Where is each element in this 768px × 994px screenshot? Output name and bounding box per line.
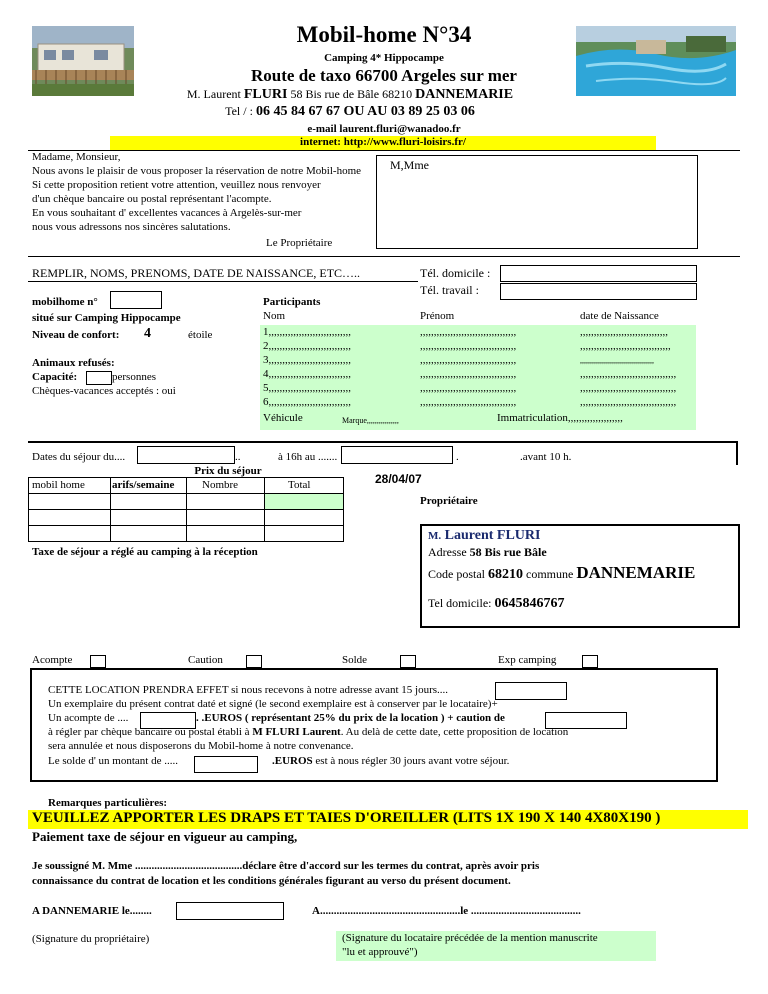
conditions-text-6b: .EUROS	[272, 755, 313, 767]
page-title: Mobil-home N°34	[296, 22, 472, 47]
adresse-value: 58 Bis rue Bâle	[469, 545, 547, 559]
sejour-top-rule	[28, 441, 738, 443]
participant-naissance-2[interactable]: ,,,,,,,,,,,,,,,,,,,,,,,,,,,,,,,,,	[580, 340, 671, 352]
letter-line: Nous avons le plaisir de vous proposer la réservation de notre Mobil-home	[32, 165, 362, 177]
taxe-notice: Paiement taxe de séjour en vigueur au camping,	[32, 829, 298, 844]
confort-value: 4	[144, 326, 151, 341]
signature-tenant-line-2: "lu et approuvé")	[342, 946, 418, 958]
proprietaire-tel	[428, 596, 564, 612]
letter-line: d'un chèque bancaire ou postal représentant l'acompte.	[32, 193, 272, 205]
confort-label: Niveau de confort:	[32, 329, 120, 341]
etoile-label: étoile	[188, 329, 213, 341]
col-nom: Nom	[263, 310, 285, 322]
conditions-text-4b: M FLURI Laurent	[252, 726, 341, 738]
dates-label: Dates du séjour du....	[32, 451, 126, 463]
tel-line	[0, 104, 700, 120]
solde-checkbox[interactable]	[400, 655, 416, 668]
draps-notice: VEUILLEZ APPORTER LES DRAPS ET TAIES D'OREILLER (LITS 1X 190 X 140 4X80X190 )	[32, 810, 661, 826]
taxe-sejour-note: Taxe de séjour a réglé au camping à la réception	[32, 546, 258, 558]
date-arrivee-field[interactable]	[137, 446, 235, 464]
proprietaire-name	[428, 528, 540, 544]
col-total: Total	[288, 479, 311, 491]
camping-name: Camping 4* Hippocampe	[324, 52, 444, 64]
avant-10h-label: .avant 10 h.	[520, 451, 572, 463]
participant-naissance-3[interactable]: ,,,,,,,,,,,,,,,,,,,,,,,,,,,,,,,,,,,,,	[580, 356, 654, 365]
letter-greeting: Madame, Monsieur,	[32, 151, 121, 163]
vehicule-label: Véhicule	[263, 412, 303, 424]
tel-domicile-prop-value: 0645846767	[494, 596, 565, 611]
conditions-text-6c: est à nous régler 30 jours avant votre séjour.	[312, 755, 510, 767]
declaration-line-1: Je soussigné M. Mme .......................................déclare être d'accord sur les termes du contrat, après avoir pris	[32, 860, 540, 872]
participant-nom-6[interactable]: 6,,,,,,,,,,,,,,,,,,,,,,,,,,,,,,	[263, 396, 351, 408]
conditions-line-3a: Un acompte de ....	[48, 712, 129, 724]
tel-label: Tel / :	[225, 104, 256, 118]
letter-signature: Le Propriétaire	[266, 237, 333, 249]
camping-location: situé sur Camping Hippocampe	[32, 312, 181, 324]
participant-naissance-5[interactable]: ,,,,,,,,,,,,,,,,,,,,,,,,,,,,,,,,,,,	[580, 382, 677, 394]
email: e-mail laurent.fluri@wanadoo.fr	[307, 123, 461, 135]
a-16h-label: à 16h au .......	[278, 451, 338, 463]
participant-prenom-4[interactable]: ,,,,,,,,,,,,,,,,,,,,,,,,,,,,,,,,,,,	[420, 368, 517, 380]
proprietaire-fullname: Laurent FLURI	[444, 528, 541, 543]
proprietaire-adresse	[428, 545, 547, 560]
conditions-line-4	[48, 726, 568, 738]
mobilhome-number-field[interactable]	[110, 291, 162, 309]
contract-date: 28/04/07	[375, 472, 422, 486]
letter-bottom-rule	[28, 256, 740, 257]
owner-city: DANNEMARIE	[415, 87, 514, 102]
participant-prenom-2[interactable]: ,,,,,,,,,,,,,,,,,,,,,,,,,,,,,,,,,,,	[420, 340, 517, 352]
conditions-line-1	[48, 684, 448, 696]
letter-line: En vous souhaitant d' excellentes vacances à Argelès-sur-mer	[32, 207, 302, 219]
proprietaire-cp	[428, 563, 695, 583]
caution-checkbox[interactable]	[246, 655, 262, 668]
internet-url: internet: http://www.fluri-loisirs.fr/	[300, 136, 466, 148]
prix-header: Prix du séjour	[194, 465, 262, 477]
participant-prenom-3[interactable]: ,,,,,,,,,,,,,,,,,,,,,,,,,,,,,,,,,,,	[420, 354, 517, 366]
col-tarifs-semaine: arifs/semaine	[112, 479, 175, 491]
letter-line: Si cette proposition retient votre attention, veuillez nous renvoyer	[32, 179, 321, 191]
tel-domicile-prop-label: Tel domicile:	[428, 596, 492, 610]
participant-naissance-6[interactable]: ,,,,,,,,,,,,,,,,,,,,,,,,,,,,,,,,,,,	[580, 396, 677, 408]
conditions-text-4a: à régler par chèque bancaire ou postal établi à	[48, 726, 253, 738]
participant-prenom-1[interactable]: ,,,,,,,,,,,,,,,,,,,,,,,,,,,,,,,,,,,	[420, 326, 517, 338]
commune-label: commune	[526, 567, 574, 581]
sejour-right-rule	[736, 441, 738, 465]
letter-top-rule	[28, 150, 740, 151]
immatriculation-field[interactable]: Immatriculation,,,,,,,,,,,,,,,,,,,,	[497, 412, 623, 424]
signature-owner: (Signature du propriétaire)	[32, 933, 150, 945]
cp-value: 68210	[488, 567, 523, 582]
capacite-label: Capacité:	[32, 371, 78, 383]
solde-label: Solde	[342, 654, 368, 666]
col-nombre: Nombre	[202, 479, 239, 491]
participant-nom-3[interactable]: 3,,,,,,,,,,,,,,,,,,,,,,,,,,,,,,	[263, 354, 351, 366]
solde-field[interactable]	[194, 756, 258, 773]
participant-nom-5[interactable]: 5,,,,,,,,,,,,,,,,,,,,,,,,,,,,,,	[263, 382, 351, 394]
participant-nom-1[interactable]: 1,,,,,,,,,,,,,,,,,,,,,,,,,,,,,,	[263, 326, 351, 338]
route-address: Route de taxo 66700 Argeles sur mer	[251, 66, 517, 85]
participant-naissance-4[interactable]: ,,,,,,,,,,,,,,,,,,,,,,,,,,,,,,,,,,,	[580, 368, 677, 380]
tel-domicile-label: Tél. domicile :	[420, 266, 491, 280]
cp-label: Code postal	[428, 567, 485, 581]
owner-name: FLURI	[243, 87, 288, 102]
acompte-label: Acompte	[32, 654, 73, 666]
participant-nom-4[interactable]: 4,,,,,,,,,,,,,,,,,,,,,,,,,,,,,,	[263, 368, 351, 380]
personnes-label: personnes	[112, 371, 156, 383]
declaration-line-2: connaissance du contrat de location et les conditions générales figurant au verso du présent document.	[32, 875, 511, 887]
participant-naissance-1[interactable]: ,,,,,,,,,,,,,,,,,,,,,,,,,,,,,,,,	[580, 326, 668, 338]
owner-address: 58 Bis rue de Bâle 68210	[290, 87, 413, 101]
marque-field[interactable]: Marque,,,,,,,,,,,,,,,,	[342, 416, 399, 425]
adresse-label: Adresse	[428, 545, 467, 559]
participant-nom-2[interactable]: 2,,,,,,,,,,,,,,,,,,,,,,,,,,,,,,	[263, 340, 351, 352]
cheques-vacances: Chèques-vacances acceptés : oui	[32, 385, 176, 397]
col-naissance: date de Naissance	[580, 310, 659, 322]
letter-line: nous vous adressons nos sincères salutations.	[32, 221, 231, 233]
tel-travail-field[interactable]	[500, 283, 697, 300]
exp-camping-label: Exp camping	[498, 654, 557, 666]
dates-sep: ..	[235, 451, 241, 463]
exp-camping-checkbox[interactable]	[582, 655, 598, 668]
mobilhome-number-label: mobilhome n°	[32, 296, 98, 308]
col-mobil-home: mobil home	[32, 479, 85, 491]
conditions-text-4c: . Au delà de cette date, cette proposition de location	[340, 726, 569, 738]
acompte-checkbox[interactable]	[90, 655, 106, 668]
owner-prefix: M. Laurent	[186, 87, 241, 101]
dates-dot: .	[456, 451, 459, 463]
fill-instructions: REMPLIR, NOMS, PRENOMS, DATE DE NAISSANCE, ETC…..	[32, 266, 361, 280]
instructions-rule	[28, 281, 418, 282]
signature-tenant-line-1: (Signature du locataire précédée de la mention manuscrite	[342, 932, 598, 944]
euros-acompte-text: . .EUROS ( représentant 25% du prix de la location ) + caution de	[196, 712, 505, 724]
tel-value: 06 45 84 67 67 OU AU 03 89 25 03 06	[255, 104, 475, 119]
conditions-line-2: Un exemplaire du présent contrat daté et signé (le second exemplaire est à conserver par le locataire)+	[48, 698, 498, 710]
proprietaire-prefix: M.	[428, 530, 442, 542]
conditions-line-6a: Le solde d' un montant de .....	[48, 755, 178, 767]
date-owner-field[interactable]	[176, 902, 284, 920]
participant-prenom-6[interactable]: ,,,,,,,,,,,,,,,,,,,,,,,,,,,,,,,,,,,	[420, 396, 517, 408]
recipient-label: M,Mme	[390, 158, 429, 172]
capacite-field[interactable]	[86, 371, 112, 385]
remarques-label: Remarques particulières:	[48, 797, 168, 809]
conditions-line-3b	[196, 712, 505, 724]
participant-prenom-5[interactable]: ,,,,,,,,,,,,,,,,,,,,,,,,,,,,,,,,,,,	[420, 382, 517, 394]
participants-header: Participants	[263, 296, 321, 308]
commune-value: DANNEMARIE	[576, 563, 696, 582]
tel-domicile-field[interactable]	[500, 265, 697, 282]
delai-field[interactable]	[495, 682, 567, 700]
conditions-text-1: CETTE LOCATION PRENDRA EFFET si nous recevons à notre adresse avant 15 jours....	[48, 684, 449, 696]
conditions-line-6b	[272, 755, 509, 767]
caution-label: Caution	[188, 654, 223, 666]
place-date-tenant: A...................................................le ........................................	[312, 905, 581, 917]
date-depart-field[interactable]	[341, 446, 453, 464]
tel-travail-label: Tél. travail :	[420, 283, 479, 297]
owner-line	[0, 87, 700, 103]
conditions-line-5: sera annulée et nous disposerons du Mobil-home à notre convenance.	[48, 740, 354, 752]
place-date-owner: A DANNEMARIE le........	[32, 905, 152, 917]
animaux-label: Animaux refusés:	[32, 357, 115, 369]
col-prenom: Prénom	[420, 310, 455, 322]
proprietaire-label: Propriétaire	[420, 495, 478, 507]
